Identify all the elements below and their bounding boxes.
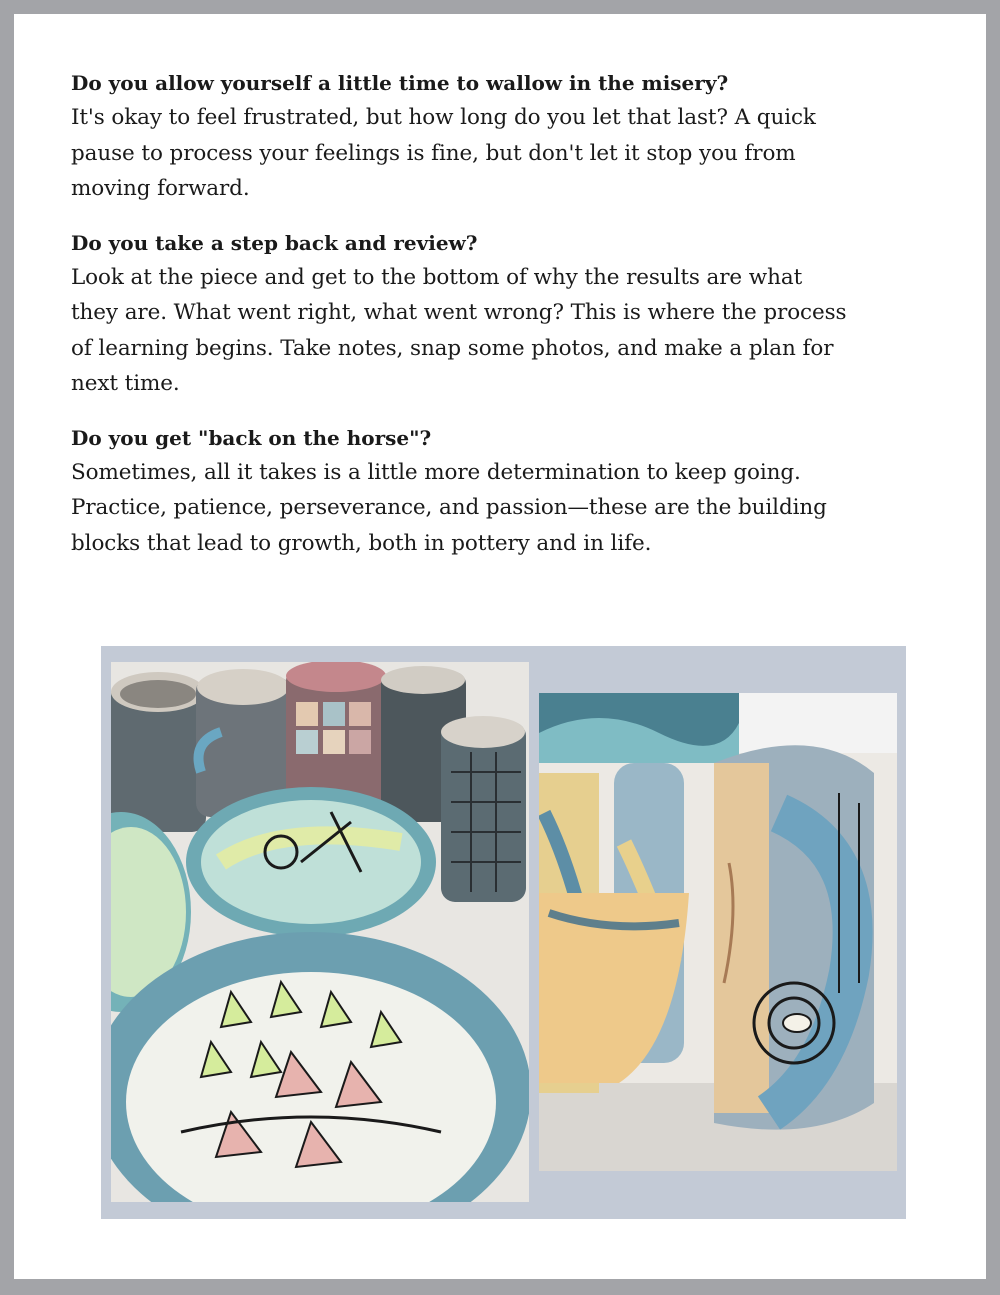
- paragraph-line: of learning begins. Take notes, snap some photos, and make a plan for: [71, 335, 834, 361]
- article-body: [71, 67, 941, 581]
- section-wallow: [71, 67, 941, 207]
- paragraph-line: next time.: [71, 371, 180, 396]
- paragraph-line: moving forward.: [71, 176, 250, 201]
- photo-gallery: [101, 646, 906, 1219]
- document-page: [14, 14, 986, 1279]
- section-review: [71, 227, 941, 402]
- paragraph-line: pause to process your feelings is fine, but don't let it stop you from: [71, 140, 796, 166]
- paragraph-line: It's okay to feel frustrated, but how long do you let that last? A quick: [71, 105, 816, 130]
- section-heading: Do you take a step back and review?: [71, 230, 478, 255]
- paragraph-line: blocks that lead to growth, both in pottery and in life.: [71, 530, 652, 556]
- section-heading: Do you allow yourself a little time to wallow in the misery?: [71, 71, 729, 95]
- paragraph-line: Look at the piece and get to the bottom of why the results are what: [71, 264, 803, 290]
- section-heading: Do you get "back on the horse"?: [71, 425, 432, 450]
- paragraph-line: Practice, patience, perseverance, and passion—these are the building: [71, 495, 827, 520]
- paragraph-line: they are. What went right, what went wrong? This is where the process: [71, 300, 847, 325]
- pottery-mugs-and-bowls-photo: [111, 662, 529, 1202]
- section-back-on-horse: [71, 422, 941, 562]
- pottery-vase-and-cups-photo: [539, 693, 897, 1171]
- paragraph-line: Sometimes, all it takes is a little more determination to keep going.: [71, 459, 801, 485]
